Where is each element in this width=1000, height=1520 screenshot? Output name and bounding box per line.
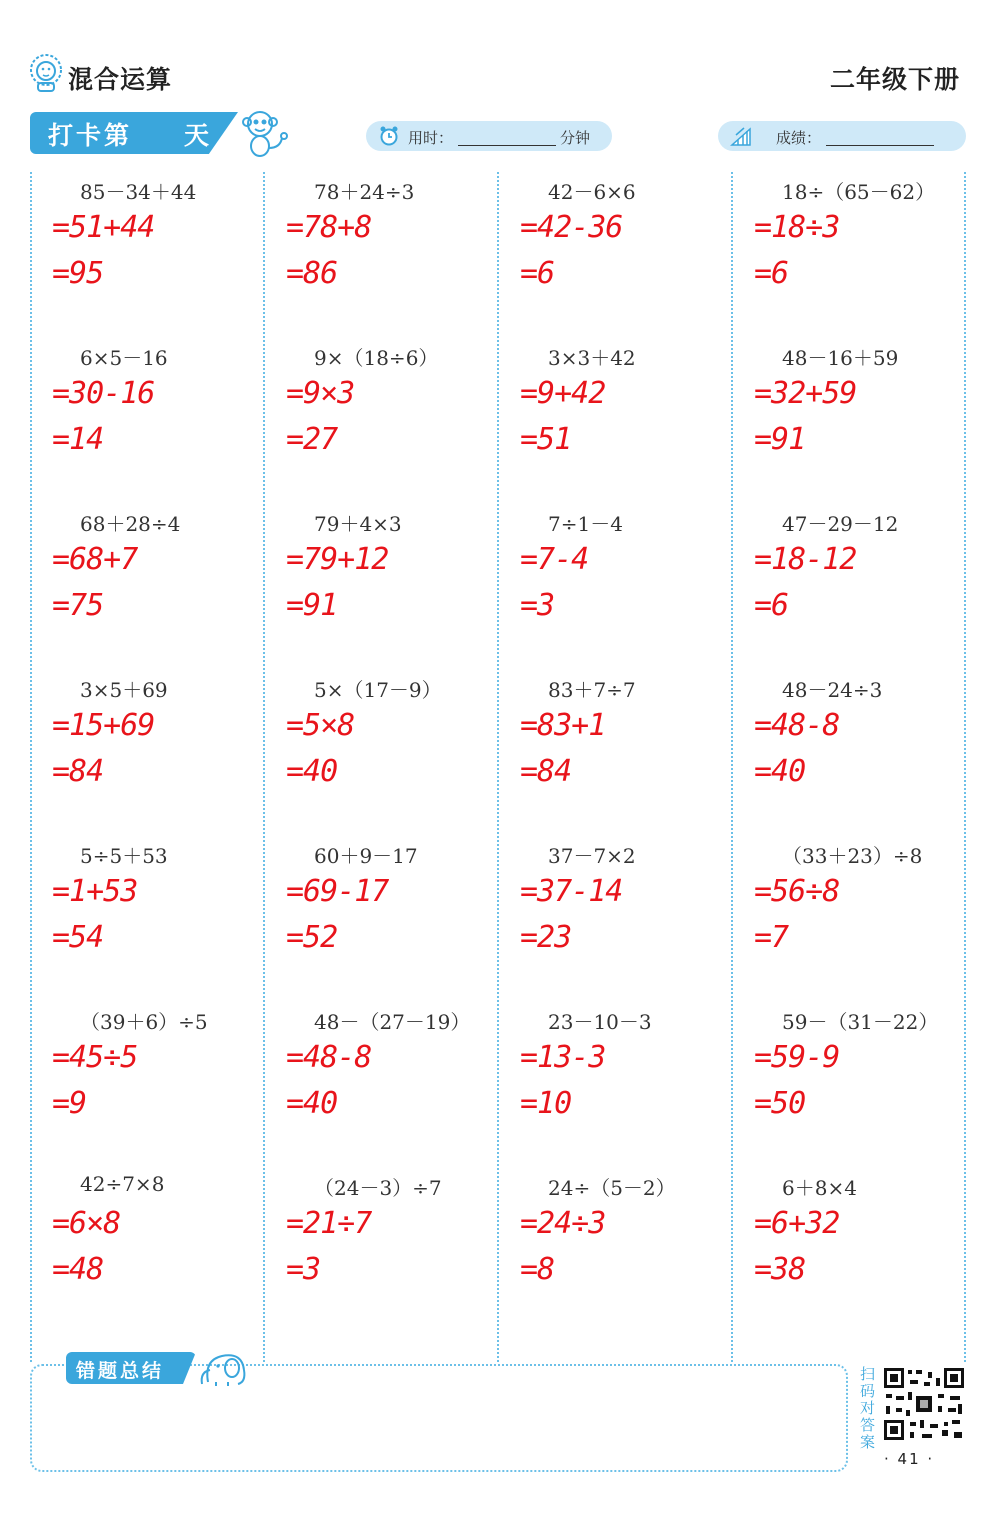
handwritten-step-1: =45÷5	[52, 1040, 138, 1075]
problem-expression: 3×3＋42	[548, 346, 636, 370]
handwritten-step-1: =68+7	[52, 542, 138, 577]
handwritten-answer: =40	[286, 754, 338, 789]
time-unit: 分钟	[560, 129, 591, 147]
handwritten-step-1: =6×8	[52, 1206, 121, 1241]
problem-expression: 83＋7÷7	[548, 678, 636, 702]
problem-expression: 18÷（65－62）	[782, 180, 936, 204]
handwritten-step-1: =79+12	[286, 542, 389, 577]
qr-scan-label: 扫码对答案	[860, 1365, 876, 1451]
handwritten-answer: =6	[520, 256, 555, 291]
time-label: 用时：	[408, 129, 454, 147]
bar-chart-stairs-icon	[730, 125, 752, 147]
checkin-day-unit: 天	[184, 121, 210, 150]
handwritten-answer: =27	[286, 422, 338, 457]
problem-cell	[30, 338, 264, 504]
problem-cell	[732, 1002, 966, 1168]
handwritten-step-1: =15+69	[52, 708, 155, 743]
handwritten-answer: =14	[52, 422, 104, 457]
handwritten-answer: =3	[286, 1252, 321, 1287]
handwritten-answer: =3	[520, 588, 555, 623]
handwritten-step-1: =9+42	[520, 376, 606, 411]
handwritten-answer: =91	[286, 588, 338, 623]
elephant-mascot-icon	[198, 1346, 254, 1388]
handwritten-answer: =9	[52, 1086, 87, 1121]
problem-expression: 59－（31－22）	[782, 1010, 939, 1034]
handwritten-step-1: =83+1	[520, 708, 606, 743]
handwritten-answer: =51	[520, 422, 572, 457]
time-field	[366, 121, 612, 151]
problem-expression: 6×5－16	[80, 346, 168, 370]
problem-cell	[498, 836, 732, 1002]
problem-expression: 24÷（5－2）	[548, 1176, 676, 1200]
handwritten-step-1: =1+53	[52, 874, 138, 909]
handwritten-step-1: =56÷8	[754, 874, 840, 909]
problem-cell	[30, 504, 264, 670]
problem-cell	[30, 836, 264, 1002]
qr-code-icon[interactable]	[882, 1366, 966, 1442]
handwritten-step-1: =48-8	[286, 1040, 372, 1075]
handwritten-answer: =50	[754, 1086, 806, 1121]
problem-expression: 78＋24÷3	[314, 180, 415, 204]
problem-expression: 42÷7×8	[80, 1172, 165, 1196]
handwritten-step-1: =78+8	[286, 210, 372, 245]
problem-cell	[30, 670, 264, 836]
problem-cell	[264, 1168, 498, 1334]
monkey-mascot-icon	[234, 104, 290, 160]
problem-expression: 48－（27－19）	[314, 1010, 471, 1034]
handwritten-step-1: =30-16	[52, 376, 155, 411]
handwritten-step-1: =7-4	[520, 542, 589, 577]
handwritten-answer: =75	[52, 588, 104, 623]
handwritten-answer: =48	[52, 1252, 104, 1287]
handwritten-answer: =23	[520, 920, 572, 955]
handwritten-answer: =10	[520, 1086, 572, 1121]
handwritten-step-1: =59-9	[754, 1040, 840, 1075]
handwritten-step-1: =5×8	[286, 708, 355, 743]
problem-expression: 68＋28÷4	[80, 512, 181, 536]
lion-logo-icon	[28, 52, 64, 92]
problem-cell	[264, 1002, 498, 1168]
problem-cell	[264, 670, 498, 836]
problem-expression: 5÷5＋53	[80, 844, 168, 868]
score-label: 成绩：	[776, 129, 822, 147]
handwritten-step-1: =6+32	[754, 1206, 840, 1241]
problem-expression: 3×5＋69	[80, 678, 168, 702]
problem-expression: 5×（17－9）	[314, 678, 442, 702]
problem-cell	[264, 172, 498, 338]
problem-cell	[732, 836, 966, 1002]
grade-label: 二年级下册	[829, 65, 960, 94]
problem-expression: （39＋6）÷5	[80, 1010, 208, 1034]
problem-expression: 48－24÷3	[782, 678, 883, 702]
handwritten-answer: =40	[286, 1086, 338, 1121]
problem-cell	[498, 1002, 732, 1168]
problem-cell	[498, 338, 732, 504]
handwritten-step-1: =32+59	[754, 376, 857, 411]
handwritten-step-1: =37-14	[520, 874, 623, 909]
handwritten-answer: =40	[754, 754, 806, 789]
problem-cell	[732, 172, 966, 338]
handwritten-step-1: =9×3	[286, 376, 355, 411]
problem-cell	[264, 836, 498, 1002]
page-title: 混合运算	[68, 65, 173, 94]
problem-cell	[498, 172, 732, 338]
score-field	[718, 121, 966, 151]
problem-expression: 47－29－12	[782, 512, 899, 536]
handwritten-step-1: =24÷3	[520, 1206, 606, 1241]
problem-expression: 48－16＋59	[782, 346, 899, 370]
time-input-line[interactable]	[458, 145, 556, 146]
problem-expression: （24－3）÷7	[314, 1176, 442, 1200]
problem-cell	[30, 172, 264, 338]
score-input-line[interactable]	[826, 145, 934, 146]
page-number: · 41 ·	[884, 1450, 935, 1468]
problem-cell	[732, 670, 966, 836]
handwritten-answer: =54	[52, 920, 104, 955]
problem-expression: 37－7×2	[548, 844, 636, 868]
handwritten-answer: =84	[52, 754, 104, 789]
problem-grid	[30, 172, 966, 1360]
problem-expression: 6＋8×4	[782, 1176, 857, 1200]
handwritten-step-1: =51+44	[52, 210, 155, 245]
problem-expression: （33＋23）÷8	[782, 844, 923, 868]
handwritten-step-1: =18÷3	[754, 210, 840, 245]
problem-expression: 42－6×6	[548, 180, 636, 204]
problem-cell	[498, 1168, 732, 1334]
handwritten-answer: =95	[52, 256, 104, 291]
handwritten-answer: =8	[520, 1252, 555, 1287]
handwritten-answer: =7	[754, 920, 789, 955]
handwritten-answer: =38	[754, 1252, 806, 1287]
problem-expression: 79＋4×3	[314, 512, 402, 536]
handwritten-answer: =6	[754, 256, 789, 291]
handwritten-answer: =91	[754, 422, 806, 457]
handwritten-step-1: =42-36	[520, 210, 623, 245]
problem-expression: 23－10－3	[548, 1010, 652, 1034]
problem-cell	[732, 1168, 966, 1334]
handwritten-step-1: =13-3	[520, 1040, 606, 1075]
problem-expression: 85－34＋44	[80, 180, 197, 204]
checkin-label: 打卡第	[48, 121, 133, 150]
mistake-summary-label: 错题总结	[76, 1360, 165, 1382]
problem-cell	[732, 504, 966, 670]
handwritten-step-1: =18-12	[754, 542, 857, 577]
problem-cell	[264, 504, 498, 670]
problem-expression: 9×（18÷6）	[314, 346, 439, 370]
problem-expression: 7÷1－4	[548, 512, 623, 536]
problem-cell	[30, 1168, 264, 1334]
problem-cell	[732, 338, 966, 504]
alarm-clock-icon	[378, 125, 400, 147]
handwritten-answer: =84	[520, 754, 572, 789]
handwritten-step-1: =48-8	[754, 708, 840, 743]
problem-cell	[498, 670, 732, 836]
problem-expression: 60＋9－17	[314, 844, 418, 868]
handwritten-step-1: =21÷7	[286, 1206, 372, 1241]
problem-cell	[30, 1002, 264, 1168]
handwritten-answer: =52	[286, 920, 338, 955]
problem-cell	[498, 504, 732, 670]
handwritten-answer: =86	[286, 256, 338, 291]
handwritten-answer: =6	[754, 588, 789, 623]
problem-cell	[264, 338, 498, 504]
handwritten-step-1: =69-17	[286, 874, 389, 909]
